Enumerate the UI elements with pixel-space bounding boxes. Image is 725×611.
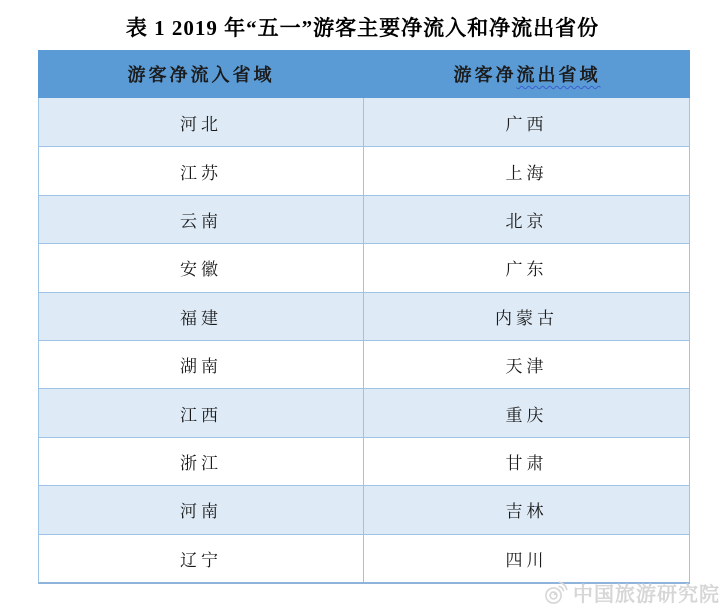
cell-inflow-province: 浙江 <box>39 438 364 485</box>
cell-inflow-province: 河南 <box>39 486 364 533</box>
cell-inflow-province: 江西 <box>39 389 364 436</box>
cell-inflow-province: 云南 <box>39 196 364 243</box>
cell-outflow-province: 天津 <box>505 357 548 377</box>
cell-outflow-province: 吉林 <box>505 502 548 522</box>
weibo-watermark <box>543 578 720 607</box>
table-body <box>38 98 690 584</box>
cell-outflow-province: 内蒙古 <box>495 308 558 328</box>
table-row <box>39 195 689 243</box>
cell-inflow-province: 辽宁 <box>39 535 364 582</box>
table-row <box>39 292 689 340</box>
table-row <box>39 485 689 533</box>
table-row <box>39 146 689 194</box>
cell-outflow-province: 北京 <box>505 211 548 231</box>
table-header-row <box>38 50 690 98</box>
cell-inflow-province: 江苏 <box>39 147 364 194</box>
table-caption: 表 1 2019 年“五一”游客主要净流入和净流出省份 <box>125 16 600 40</box>
cell-inflow-province: 福建 <box>39 293 364 340</box>
header-inflow-column: 游客净流入省域 <box>127 65 275 85</box>
watermark-text: 中国旅游研究院 <box>573 584 720 606</box>
weibo-icon <box>543 579 570 606</box>
cell-outflow-province: 四川 <box>505 550 548 570</box>
cell-outflow-province: 广西 <box>505 114 548 134</box>
cell-outflow-province: 重庆 <box>505 405 548 425</box>
header-outflow-squiggle-text: 流出省域 <box>516 65 601 85</box>
table-row <box>39 388 689 436</box>
cell-outflow-province: 上海 <box>505 163 548 183</box>
cell-outflow-province: 广东 <box>505 260 548 280</box>
cell-outflow-province: 甘肃 <box>505 453 548 473</box>
table-row <box>39 437 689 485</box>
header-outflow-column <box>364 50 690 98</box>
cell-inflow-province: 湖南 <box>39 341 364 388</box>
header-outflow-prefix: 游客净 <box>453 65 517 85</box>
table-row <box>39 243 689 291</box>
table-row <box>39 98 689 146</box>
province-table <box>38 50 690 584</box>
cell-inflow-province: 河北 <box>39 98 364 146</box>
cell-inflow-province: 安徽 <box>39 244 364 291</box>
table-row <box>39 534 689 582</box>
table-row <box>39 340 689 388</box>
